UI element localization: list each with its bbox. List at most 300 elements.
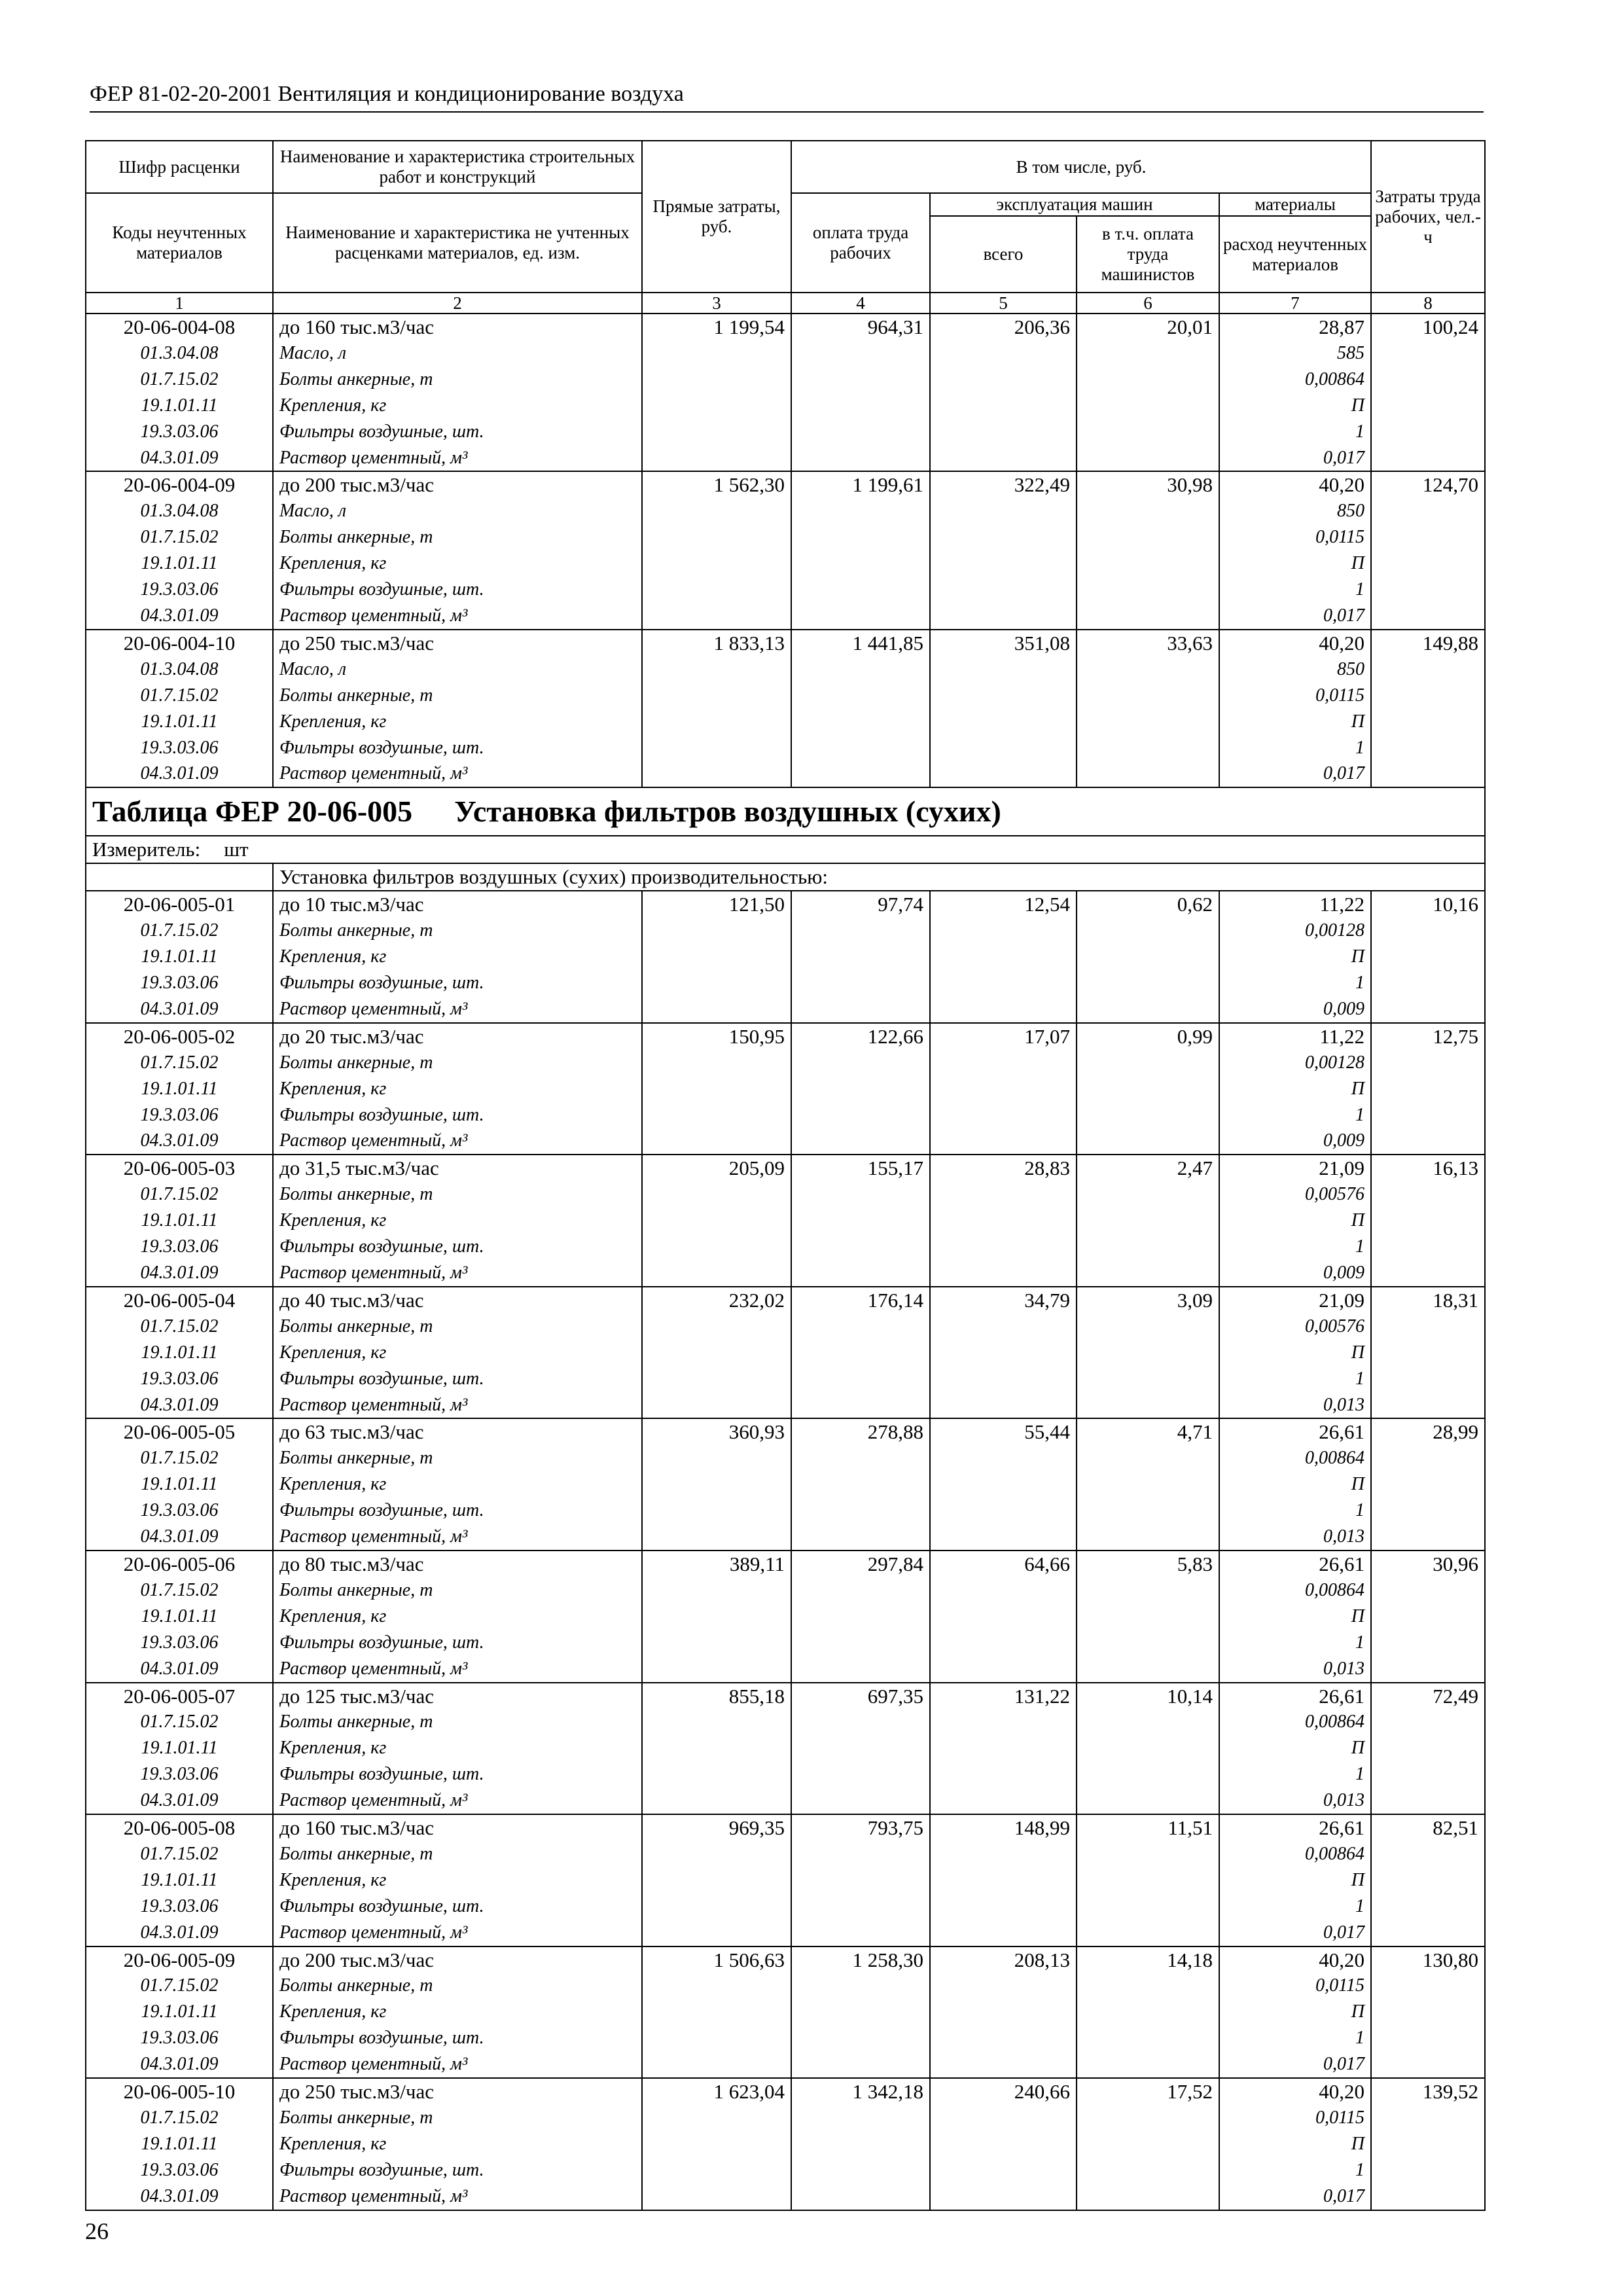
empty-cell: [1077, 1340, 1219, 1366]
material-quantity: 0,00864: [1219, 1841, 1371, 1867]
empty-cell: [642, 2051, 791, 2078]
empty-cell: [930, 524, 1077, 550]
worker-pay: 97,74: [791, 891, 930, 918]
material-quantity: П: [1219, 1340, 1371, 1366]
empty-cell: [1371, 761, 1485, 787]
empty-cell: [791, 918, 930, 944]
material-row: [86, 1076, 1485, 1102]
empty-cell: [1371, 445, 1485, 472]
material-row: [86, 1841, 1485, 1867]
empty-cell: [791, 1604, 930, 1630]
material-code: 01.7.15.02: [86, 1709, 273, 1735]
empty-cell: [930, 1208, 1077, 1234]
empty-cell: [1077, 577, 1219, 603]
empty-cell: [642, 1841, 791, 1867]
material-code: 01.3.04.08: [86, 656, 273, 683]
empty-cell: [930, 1050, 1077, 1076]
materials-cost: 11,22: [1219, 1023, 1371, 1050]
empty-cell: [1077, 1577, 1219, 1604]
material-quantity: 850: [1219, 656, 1371, 683]
worker-pay: 1 342,18: [791, 2078, 930, 2105]
material-name: Масло, л: [273, 656, 642, 683]
empty-cell: [1371, 2025, 1485, 2051]
material-row: [86, 1656, 1485, 1683]
column-number: 6: [1077, 293, 1219, 314]
machinist-pay: 14,18: [1077, 1946, 1219, 1973]
material-row: [86, 445, 1485, 472]
material-name: Фильтры воздушные, шт.: [273, 1234, 642, 1260]
material-quantity: 1: [1219, 735, 1371, 761]
material-quantity: П: [1219, 709, 1371, 735]
rate-name: до 200 тыс.м3/час: [273, 1946, 642, 1973]
empty-cell: [930, 2105, 1077, 2131]
empty-cell: [1371, 498, 1485, 524]
section-subtitle: Установка фильтров воздушных (сухих) производительностью:: [273, 863, 1485, 891]
empty-cell: [791, 656, 930, 683]
empty-cell: [791, 1208, 930, 1234]
empty-cell: [1371, 1234, 1485, 1260]
empty-cell: [791, 1577, 930, 1604]
material-quantity: 0,013: [1219, 1656, 1371, 1683]
material-name: Фильтры воздушные, шт.: [273, 577, 642, 603]
labor-hours: 12,75: [1371, 1023, 1485, 1050]
material-quantity: 1: [1219, 1498, 1371, 1524]
empty-cell: [791, 1234, 930, 1260]
material-code: 19.3.03.06: [86, 1102, 273, 1128]
material-name: Масло, л: [273, 498, 642, 524]
empty-cell: [930, 2131, 1077, 2157]
empty-cell: [642, 1787, 791, 1814]
materials-cost: 11,22: [1219, 891, 1371, 918]
section-measure: [86, 836, 1485, 863]
worker-pay: 964,31: [791, 314, 930, 340]
empty-cell: [642, 498, 791, 524]
material-name: Раствор цементный, м³: [273, 2183, 642, 2210]
machines-total: 148,99: [930, 1814, 1077, 1841]
material-name: Раствор цементный, м³: [273, 1392, 642, 1419]
empty-cell: [1077, 1867, 1219, 1893]
empty-cell: [930, 1445, 1077, 1471]
rate-code: 20-06-004-08: [86, 314, 273, 340]
material-quantity: П: [1219, 1471, 1371, 1498]
column-number: 5: [930, 293, 1077, 314]
material-code: 04.3.01.09: [86, 1787, 273, 1814]
machines-total: 131,22: [930, 1683, 1077, 1710]
material-name: Крепления, кг: [273, 1340, 642, 1366]
direct-costs: 232,02: [642, 1287, 791, 1314]
material-code: 01.7.15.02: [86, 683, 273, 709]
direct-costs: 1 506,63: [642, 1946, 791, 1973]
empty-cell: [1077, 1076, 1219, 1102]
machinist-pay: 5,83: [1077, 1551, 1219, 1577]
empty-cell: [1371, 1867, 1485, 1893]
rate-code: 20-06-005-04: [86, 1287, 273, 1314]
material-code: 04.3.01.09: [86, 1128, 273, 1155]
material-row: [86, 2183, 1485, 2210]
machines-total: 64,66: [930, 1551, 1077, 1577]
material-row: [86, 393, 1485, 419]
material-name: Раствор цементный, м³: [273, 1787, 642, 1814]
column-number: 1: [86, 293, 273, 314]
empty-cell: [1371, 1656, 1485, 1683]
empty-cell: [930, 970, 1077, 996]
empty-cell: [1371, 1841, 1485, 1867]
material-quantity: 0,013: [1219, 1787, 1371, 1814]
machines-total: 34,79: [930, 1287, 1077, 1314]
material-name: Крепления, кг: [273, 393, 642, 419]
material-name: Раствор цементный, м³: [273, 1656, 642, 1683]
material-name: Болты анкерные, т: [273, 1841, 642, 1867]
empty-cell: [1077, 944, 1219, 970]
empty-cell: [642, 1893, 791, 1920]
measure-unit: шт: [224, 838, 249, 861]
material-name: Крепления, кг: [273, 2131, 642, 2157]
empty-cell: [930, 445, 1077, 472]
empty-cell: [642, 1498, 791, 1524]
empty-cell: [791, 1076, 930, 1102]
empty-cell: [642, 1867, 791, 1893]
empty-cell: [1077, 1893, 1219, 1920]
empty-cell: [642, 1709, 791, 1735]
material-code: 04.3.01.09: [86, 2051, 273, 2078]
header-including: В том числе, руб.: [791, 141, 1371, 193]
empty-cell: [1077, 445, 1219, 472]
empty-cell: [791, 683, 930, 709]
material-row: [86, 1999, 1485, 2025]
material-name: Раствор цементный, м³: [273, 761, 642, 787]
empty-cell: [1077, 2131, 1219, 2157]
empty-cell: [642, 761, 791, 787]
material-row: [86, 2105, 1485, 2131]
empty-cell: [930, 1630, 1077, 1656]
rate-name: до 160 тыс.м3/час: [273, 314, 642, 340]
material-name: Фильтры воздушные, шт.: [273, 2025, 642, 2051]
empty-cell: [1371, 1893, 1485, 1920]
material-row: [86, 2051, 1485, 2078]
empty-cell: [1371, 603, 1485, 630]
material-row: [86, 1630, 1485, 1656]
material-row: [86, 918, 1485, 944]
machines-total: 240,66: [930, 2078, 1077, 2105]
empty-cell: [1371, 550, 1485, 577]
material-row: [86, 1445, 1485, 1471]
section-title-prefix: Таблица ФЕР 20-06-005: [92, 795, 413, 829]
material-quantity: 1: [1219, 970, 1371, 996]
empty-cell: [642, 1128, 791, 1155]
header-material-codes: Коды неучтенных материалов: [86, 193, 273, 293]
empty-cell: [791, 2051, 930, 2078]
empty-cell: [1371, 1050, 1485, 1076]
material-quantity: 1: [1219, 2025, 1371, 2051]
empty-cell: [1371, 1498, 1485, 1524]
materials-cost: 40,20: [1219, 2078, 1371, 2105]
machinist-pay: 2,47: [1077, 1155, 1219, 1181]
empty-cell: [1371, 2131, 1485, 2157]
empty-cell: [1371, 918, 1485, 944]
empty-cell: [791, 2025, 930, 2051]
column-number: 2: [273, 293, 642, 314]
material-quantity: 0,0115: [1219, 524, 1371, 550]
empty-cell: [1077, 2051, 1219, 2078]
column-numbers-row: [86, 293, 1485, 314]
material-code: 19.3.03.06: [86, 2025, 273, 2051]
materials-cost: 26,61: [1219, 1814, 1371, 1841]
empty-cell: [642, 1102, 791, 1128]
material-code: 19.1.01.11: [86, 1471, 273, 1498]
machines-total: 322,49: [930, 471, 1077, 498]
empty-cell: [930, 1471, 1077, 1498]
material-name: Болты анкерные, т: [273, 1577, 642, 1604]
material-quantity: 0,013: [1219, 1392, 1371, 1419]
material-name: Крепления, кг: [273, 1999, 642, 2025]
empty-cell: [930, 1181, 1077, 1208]
material-quantity: 0,009: [1219, 996, 1371, 1023]
empty-cell: [1371, 709, 1485, 735]
empty-cell: [642, 735, 791, 761]
empty-cell: [1077, 1102, 1219, 1128]
empty-cell: [930, 1577, 1077, 1604]
empty-cell: [642, 2025, 791, 2051]
material-name: Крепления, кг: [273, 1604, 642, 1630]
empty-cell: [791, 735, 930, 761]
empty-cell: [642, 709, 791, 735]
material-code: 19.1.01.11: [86, 2131, 273, 2157]
material-quantity: П: [1219, 944, 1371, 970]
empty-cell: [1371, 577, 1485, 603]
material-name: Болты анкерные, т: [273, 683, 642, 709]
empty-cell: [930, 340, 1077, 367]
empty-cell: [1077, 603, 1219, 630]
empty-cell: [791, 1260, 930, 1287]
empty-cell: [642, 1604, 791, 1630]
empty-cell: [1371, 340, 1485, 367]
empty-cell: [930, 2157, 1077, 2183]
rate-code: 20-06-004-09: [86, 471, 273, 498]
material-quantity: 1: [1219, 577, 1371, 603]
material-name: Болты анкерные, т: [273, 1709, 642, 1735]
empty-cell: [1077, 1366, 1219, 1392]
empty-cell: [1077, 1735, 1219, 1761]
machines-total: 208,13: [930, 1946, 1077, 1973]
empty-cell: [930, 2025, 1077, 2051]
empty-cell: [642, 1234, 791, 1260]
worker-pay: 278,88: [791, 1418, 930, 1445]
material-code: 01.7.15.02: [86, 1181, 273, 1208]
material-quantity: П: [1219, 1999, 1371, 2025]
material-quantity: 1: [1219, 1630, 1371, 1656]
column-number: 8: [1371, 293, 1485, 314]
material-name: Фильтры воздушные, шт.: [273, 1893, 642, 1920]
direct-costs: 121,50: [642, 891, 791, 918]
empty-cell: [1371, 1524, 1485, 1551]
empty-cell: [930, 1709, 1077, 1735]
material-code: 19.3.03.06: [86, 577, 273, 603]
empty-cell: [642, 656, 791, 683]
material-name: Крепления, кг: [273, 1735, 642, 1761]
material-row: [86, 550, 1485, 577]
rate-name: до 31,5 тыс.м3/час: [273, 1155, 642, 1181]
material-row: [86, 1973, 1485, 1999]
material-row: [86, 1260, 1485, 1287]
material-name: Раствор цементный, м³: [273, 2051, 642, 2078]
empty-cell: [930, 603, 1077, 630]
empty-cell: [1371, 1577, 1485, 1604]
empty-cell: [930, 918, 1077, 944]
empty-cell: [791, 2131, 930, 2157]
empty-cell: [1077, 524, 1219, 550]
material-name: Раствор цементный, м³: [273, 445, 642, 472]
empty-cell: [930, 656, 1077, 683]
empty-cell: [791, 498, 930, 524]
empty-cell: [930, 1260, 1077, 1287]
material-code: 19.3.03.06: [86, 1234, 273, 1260]
empty-cell: [1371, 2157, 1485, 2183]
empty-cell: [1077, 1841, 1219, 1867]
empty-cell: [642, 1999, 791, 2025]
material-quantity: 0,009: [1219, 1128, 1371, 1155]
empty-cell: [1077, 550, 1219, 577]
rate-code: 20-06-005-03: [86, 1155, 273, 1181]
empty-cell: [1371, 1260, 1485, 1287]
empty-cell: [930, 1787, 1077, 1814]
empty-cell: [1077, 1920, 1219, 1946]
material-code: 19.1.01.11: [86, 1340, 273, 1366]
empty-cell: [1077, 1999, 1219, 2025]
empty-cell: [791, 1709, 930, 1735]
rates-after-section: [86, 891, 1485, 2210]
material-row: [86, 996, 1485, 1023]
empty-cell: [1077, 1392, 1219, 1419]
measure-label: Измеритель:: [92, 838, 201, 861]
empty-cell: [642, 683, 791, 709]
empty-cell: [1371, 1787, 1485, 1814]
material-quantity: 0,013: [1219, 1524, 1371, 1551]
material-code: 01.7.15.02: [86, 1973, 273, 1999]
empty-cell: [791, 577, 930, 603]
labor-hours: 139,52: [1371, 2078, 1485, 2105]
empty-cell: [642, 1392, 791, 1419]
header-materials: материалы: [1219, 193, 1371, 216]
material-code: 01.3.04.08: [86, 498, 273, 524]
worker-pay: 155,17: [791, 1155, 930, 1181]
empty-cell: [1077, 1314, 1219, 1340]
column-number: 7: [1219, 293, 1371, 314]
empty-cell: [791, 970, 930, 996]
material-row: [86, 577, 1485, 603]
empty-cell: [791, 1920, 930, 1946]
empty-cell: [791, 1314, 930, 1340]
worker-pay: 793,75: [791, 1814, 930, 1841]
rate-code: 20-06-005-02: [86, 1023, 273, 1050]
rate-name: до 250 тыс.м3/час: [273, 2078, 642, 2105]
rate-row: [86, 1418, 1485, 1445]
empty-cell: [1371, 970, 1485, 996]
material-name: Крепления, кг: [273, 1208, 642, 1234]
material-name: Крепления, кг: [273, 1867, 642, 1893]
labor-hours: 100,24: [1371, 314, 1485, 340]
empty-cell: [1077, 2183, 1219, 2210]
empty-cell: [791, 445, 930, 472]
empty-cell: [642, 1524, 791, 1551]
header-direct-costs: Прямые затраты, руб.: [642, 141, 791, 293]
empty-cell: [791, 1841, 930, 1867]
materials-cost: 26,61: [1219, 1683, 1371, 1710]
empty-cell: [642, 1973, 791, 1999]
material-row: [86, 1787, 1485, 1814]
empty-cell: [791, 1524, 930, 1551]
empty-cell: [1371, 1128, 1485, 1155]
header-machines: эксплуатация машин: [930, 193, 1219, 216]
material-code: 01.7.15.02: [86, 2105, 273, 2131]
empty-cell: [791, 1787, 930, 1814]
material-quantity: 1: [1219, 1366, 1371, 1392]
empty-cell: [930, 996, 1077, 1023]
empty-cell: [1077, 1524, 1219, 1551]
empty-cell: [642, 1761, 791, 1787]
empty-cell: [930, 1735, 1077, 1761]
empty-cell: [1371, 393, 1485, 419]
material-row: [86, 735, 1485, 761]
material-code: 19.1.01.11: [86, 1208, 273, 1234]
material-code: 19.1.01.11: [86, 550, 273, 577]
materials-cost: 26,61: [1219, 1551, 1371, 1577]
empty-cell: [642, 2105, 791, 2131]
empty-cell: [1077, 498, 1219, 524]
material-quantity: 0,00864: [1219, 1709, 1371, 1735]
empty-cell: [1371, 1208, 1485, 1234]
material-name: Болты анкерные, т: [273, 367, 642, 393]
empty-cell: [1077, 1234, 1219, 1260]
empty-cell: [1077, 2105, 1219, 2131]
empty-cell: [930, 498, 1077, 524]
empty-cell: [1371, 1445, 1485, 1471]
empty-cell: [930, 2051, 1077, 2078]
material-row: [86, 367, 1485, 393]
empty-cell: [642, 550, 791, 577]
empty-cell: [1371, 996, 1485, 1023]
rate-name: до 63 тыс.м3/час: [273, 1418, 642, 1445]
empty-cell: [1371, 1471, 1485, 1498]
rate-row: [86, 1814, 1485, 1841]
empty-cell: [930, 1841, 1077, 1867]
material-code: 01.7.15.02: [86, 1445, 273, 1471]
worker-pay: 697,35: [791, 1683, 930, 1710]
material-code: 19.1.01.11: [86, 1735, 273, 1761]
material-quantity: 0,00576: [1219, 1314, 1371, 1340]
material-name: Крепления, кг: [273, 550, 642, 577]
material-row: [86, 1392, 1485, 1419]
empty-cell: [791, 524, 930, 550]
rate-name: до 160 тыс.м3/час: [273, 1814, 642, 1841]
empty-cell: [1077, 709, 1219, 735]
empty-cell: [791, 1761, 930, 1787]
machines-total: 351,08: [930, 630, 1077, 656]
table-header: [86, 141, 1485, 314]
material-code: 19.3.03.06: [86, 1366, 273, 1392]
empty-cell: [930, 683, 1077, 709]
empty-cell: [791, 603, 930, 630]
rates-before-section: [86, 314, 1485, 787]
material-row: [86, 419, 1485, 445]
material-row: [86, 1709, 1485, 1735]
empty-cell: [930, 1314, 1077, 1340]
rate-code: 20-06-005-06: [86, 1551, 273, 1577]
material-row: [86, 970, 1485, 996]
rate-row: [86, 314, 1485, 340]
labor-hours: 130,80: [1371, 1946, 1485, 1973]
material-code: 01.7.15.02: [86, 1841, 273, 1867]
worker-pay: 297,84: [791, 1551, 930, 1577]
